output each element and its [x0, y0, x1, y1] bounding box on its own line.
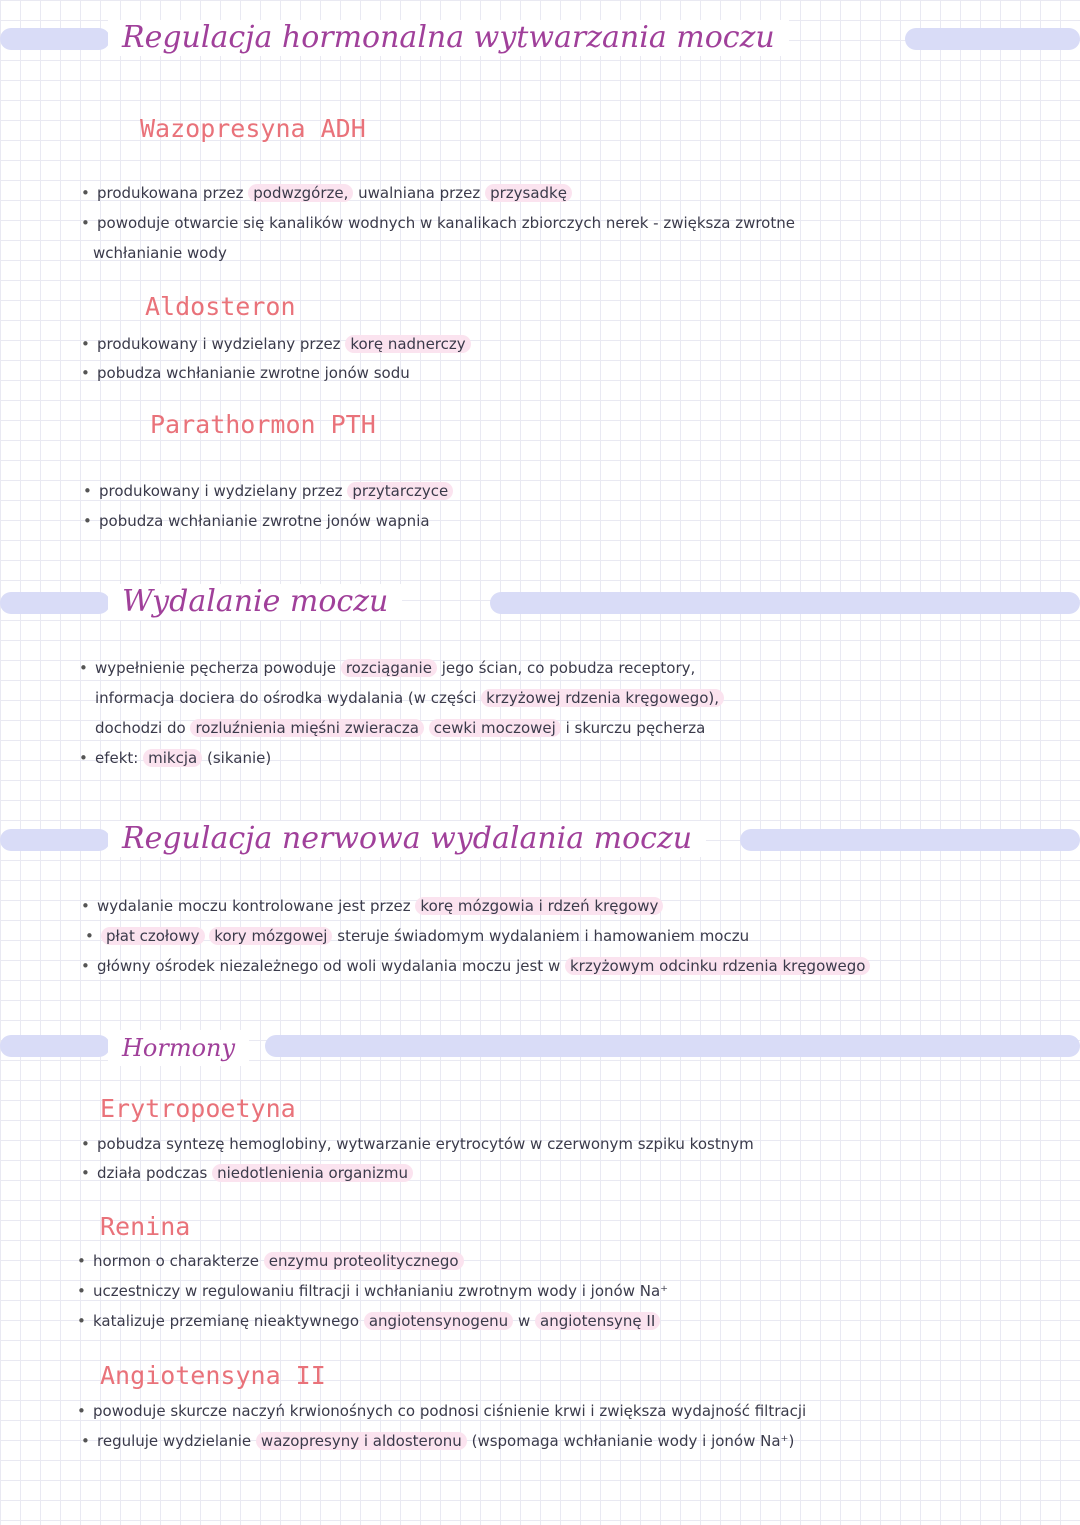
header-band-right: [905, 28, 1080, 50]
hormones-band-left: [0, 1035, 110, 1057]
epo-line-2: • działa podczas niedotlenienia organizmu: [97, 1162, 413, 1184]
adh-line-2: • powoduje otwarcie się kanalików wodnych w kanalikach zbiorczych nerek - zwiększa zwrotne: [97, 212, 795, 234]
pth-line-2: • pobudza wchłanianie zwrotne jonów wapnia: [99, 510, 430, 532]
nervous-band-right: [740, 829, 1080, 851]
subtitle-renina: Renina: [100, 1212, 191, 1241]
hormones-band-right: [265, 1035, 1080, 1057]
renina-line-2: • uczestniczy w regulowaniu filtracji i wchłanianiu zwrotnym wody i jonów Na⁺: [93, 1280, 668, 1302]
pth-line-1: • produkowany i wydzielany przez przytarczyce: [99, 480, 453, 502]
excretion-band-left: [0, 592, 110, 614]
aldosteron-line-2: • pobudza wchłanianie zwrotne jonów sodu: [97, 362, 410, 384]
section-title-excretion: Wydalanie moczu: [108, 584, 402, 620]
excretion-line-3: dochodzi do rozluźnienia mięśni zwieracza cewki moczowej i skurczu pęcherza: [95, 719, 706, 737]
adh-line-1: • produkowana przez podwzgórze, uwalniana przez przysadkę: [97, 182, 572, 204]
nervous-line-3: • główny ośrodek niezależnego od woli wydalania moczu jest w krzyżowym odcinku rdzenia kręgowego: [97, 955, 870, 977]
renina-line-1: • hormon o charakterze enzymu proteolitycznego: [93, 1250, 464, 1272]
excretion-band-right: [490, 592, 1080, 614]
renina-line-3: • katalizuje przemianę nieaktywnego angiotensynogenu w angiotensynę II: [93, 1310, 660, 1332]
subtitle-adh: Wazopresyna ADH: [140, 114, 366, 143]
excretion-line-2: informacja dociera do ośrodka wydalania (w części krzyżowej rdzenia kręgowego),: [95, 687, 724, 709]
subtitle-aldosteron: Aldosteron: [145, 292, 296, 321]
section-title-hormonal: Regulacja hormonalna wytwarzania moczu: [108, 20, 789, 56]
nervous-line-1: • wydalanie moczu kontrolowane jest przez korę mózgowia i rdzeń kręgowy: [97, 895, 663, 917]
excretion-line-1: • wypełnienie pęcherza powoduje rozciąganie jego ścian, co pobudza receptory,: [95, 657, 695, 679]
section-title-nervous: Regulacja nerwowa wydalania moczu: [108, 821, 706, 857]
subtitle-angiotensin: Angiotensyna II: [100, 1361, 326, 1390]
epo-line-1: • pobudza syntezę hemoglobiny, wytwarzanie erytrocytów w czerwonym szpiku kostnym: [97, 1133, 754, 1155]
nervous-line-2: • płat czołowy kory mózgowej steruje świadomym wydalaniem i hamowaniem moczu: [101, 925, 749, 947]
adh-line-3: wchłanianie wody: [93, 244, 227, 262]
subtitle-pth: Parathormon PTH: [150, 410, 376, 439]
excretion-line-4: • efekt: mikcja (sikanie): [95, 747, 271, 769]
subtitle-epo: Erytropoetyna: [100, 1094, 296, 1123]
aldosteron-line-1: • produkowany i wydzielany przez korę nadnerczy: [97, 333, 471, 355]
header-band-left: [0, 28, 110, 50]
nervous-band-left: [0, 829, 110, 851]
angio-line-2: • reguluje wydzielanie wazopresyny i aldosteronu (wspomaga wchłanianie wody i jonów Na⁺): [97, 1430, 794, 1452]
angio-line-1: • powoduje skurcze naczyń krwionośnych co podnosi ciśnienie krwi i zwiększa wydajność filtracji: [93, 1400, 806, 1422]
section-title-hormones: Hormony: [108, 1030, 249, 1066]
